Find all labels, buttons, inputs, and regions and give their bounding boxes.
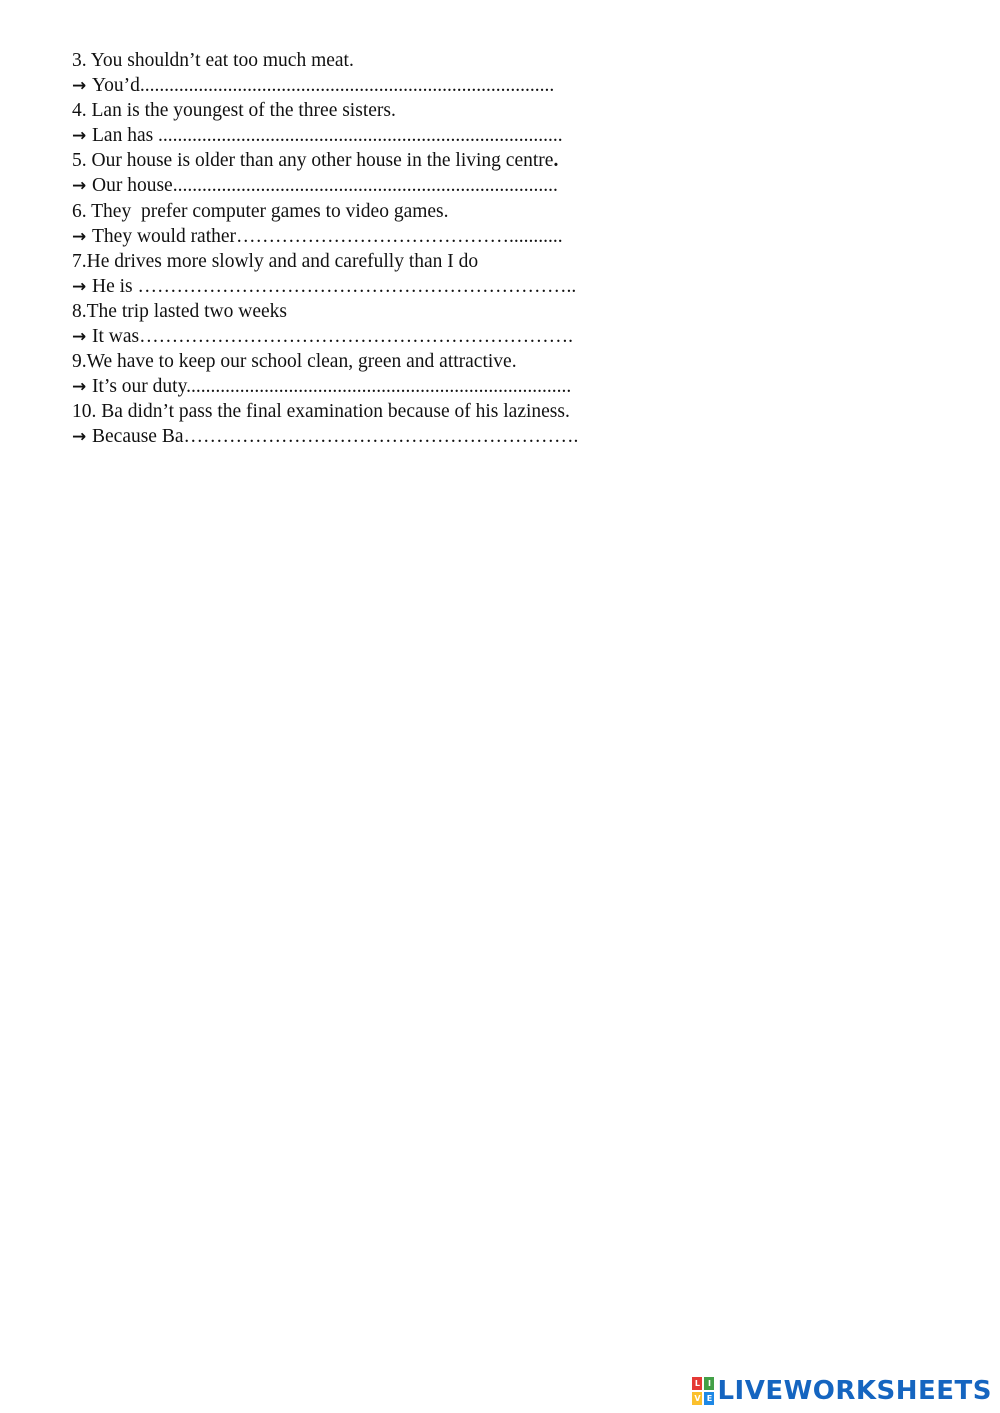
answer-row-4: [72, 123, 772, 148]
question-7: 7.He drives more slowly and and carefully than I do: [72, 250, 479, 272]
answer-input-3[interactable]: [554, 74, 564, 98]
arrow-icon: →: [72, 427, 87, 448]
question-5-text: 5. Our house is older than any other house in the living centre: [72, 150, 554, 172]
question-6: 6. They prefer computer games to video games.: [72, 200, 449, 222]
answer-input-4[interactable]: [563, 124, 573, 148]
arrow-icon: →: [72, 276, 87, 297]
answer-prompt-4: Lan has ...................................................................................: [92, 125, 563, 147]
question-5-period: .: [553, 150, 559, 172]
answer-prompt-8: It was………………………………………………………….: [92, 326, 573, 348]
logo-block: I: [704, 1377, 714, 1390]
answer-input-5[interactable]: [558, 174, 568, 198]
answer-input-8[interactable]: [573, 325, 583, 349]
answer-row-7: [72, 274, 772, 299]
logo-blocks-icon: [692, 1377, 714, 1405]
answer-row-5: [72, 173, 772, 198]
arrow-icon: →: [72, 327, 87, 348]
answer-row-10: [72, 424, 772, 449]
answer-prompt-3: You’d.....................................................................................: [92, 75, 555, 97]
arrow-icon: →: [72, 226, 87, 247]
question-9: 9.We have to keep our school clean, green and attractive.: [72, 351, 517, 373]
answer-row-6: [72, 224, 772, 249]
answer-row-3: [72, 73, 772, 98]
answer-input-9[interactable]: [571, 375, 581, 399]
answer-row-8: [72, 324, 772, 349]
answer-prompt-9: It’s our duty...............................................................................: [92, 376, 572, 398]
question-5: [72, 148, 772, 173]
answer-prompt-7: He is …………………………………………………………..: [92, 275, 577, 297]
arrow-icon: →: [72, 76, 87, 97]
answer-prompt-5: Our house...............................................................................: [92, 175, 558, 197]
worksheet: [72, 48, 772, 450]
arrow-icon: →: [72, 126, 87, 147]
question-8: 8.The trip lasted two weeks: [72, 300, 287, 322]
question-3: 3. You shouldn’t eat too much meat.: [72, 50, 354, 71]
answer-input-7[interactable]: [576, 275, 586, 299]
answer-input-6[interactable]: [563, 225, 573, 249]
answer-prompt-10: Because Ba…………………………………………………….: [92, 426, 579, 448]
question-10: 10. Ba didn’t pass the final examination because of his laziness.: [72, 401, 570, 423]
logo-text: LIVEWORKSHEETS: [717, 1376, 992, 1406]
logo-block: L: [692, 1377, 702, 1390]
arrow-icon: →: [72, 176, 87, 197]
answer-input-10[interactable]: [578, 425, 588, 449]
answer-prompt-6: They would rather……………………………………...........: [92, 225, 563, 247]
question-4: 4. Lan is the youngest of the three sisters.: [72, 100, 396, 122]
answer-row-9: [72, 374, 772, 399]
logo-block: E: [704, 1392, 714, 1405]
liveworksheets-logo: [692, 1375, 992, 1407]
arrow-icon: →: [72, 377, 87, 398]
logo-block: V: [694, 1394, 701, 1403]
